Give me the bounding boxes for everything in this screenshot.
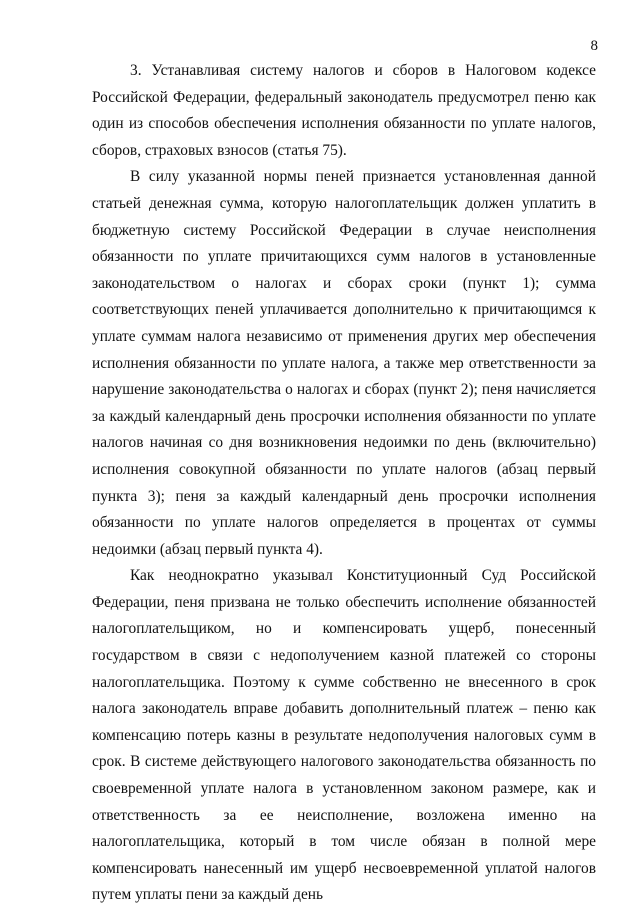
paragraph-penalty-as-security: 3. Устанавливая систему налогов и сборов в Налоговом кодексе Российской Федерации, федеральный законодатель предусмотрел пеню как один из способов обеспечения исполнения обязанности по уплате налогов, сборов, страховых взносов (статья 75).	[92, 62, 596, 159]
document-body	[92, 58, 596, 909]
page-number: 8	[590, 38, 598, 54]
paragraph-penalty-definition: В силу указанной нормы пеней признается установленная данной статьей денежная сумма, которую налогоплательщик должен уплатить в бюджетную систему Российской Федерации в случае неисполнения обязанности по уплате причитающихся сумм налогов в установленные законодательством о налогах и сборах сроки (пункт 1); сумма соответствующих пеней уплачивается дополнительно к причитающимся к уплате суммам налога независимо от применения других мер обеспечения исполнения обязанности по уплате налога, а также мер ответственности за нарушение законодательства о налогах и сборах (пункт 2); пеня начисляется за каждый календарный день просрочки исполнения обязанности по уплате налогов начиная со дня возникновения недоимки по день (включительно) исполнения совокупной обязанности по уплате налогов (абзац первый пункта 3); пеня за каждый календарный день просрочки исполнения обязанности по уплате налогов определяется в процентах от суммы недоимки (абзац первый пункта 4).	[92, 168, 596, 558]
paragraph-constitutional-court-position: Как неоднократно указывал Конституционный Суд Российской Федерации, пеня призвана не только обеспечить исполнение обязанностей налогоплательщиком, но и компенсировать ущерб, понесенный государством в связи с недополучением казной платежей со стороны налогоплательщика. Поэтому к сумме собственно не внесенного в срок налога законодатель вправе добавить дополнительный платеж – пеню как компенсацию потерь казны в результате недополучения налоговых сумм в срок. В системе действующего налогового законодательства обязанность по своевременной уплате налога в установленном законом размере, как и ответственность за ее неисполнение, возложена именно на налогоплательщика, который в том числе обязан в полной мере компенсировать нанесенный им ущерб несвоевременной уплатой налогов путем уплаты пени за каждый день	[92, 567, 596, 904]
